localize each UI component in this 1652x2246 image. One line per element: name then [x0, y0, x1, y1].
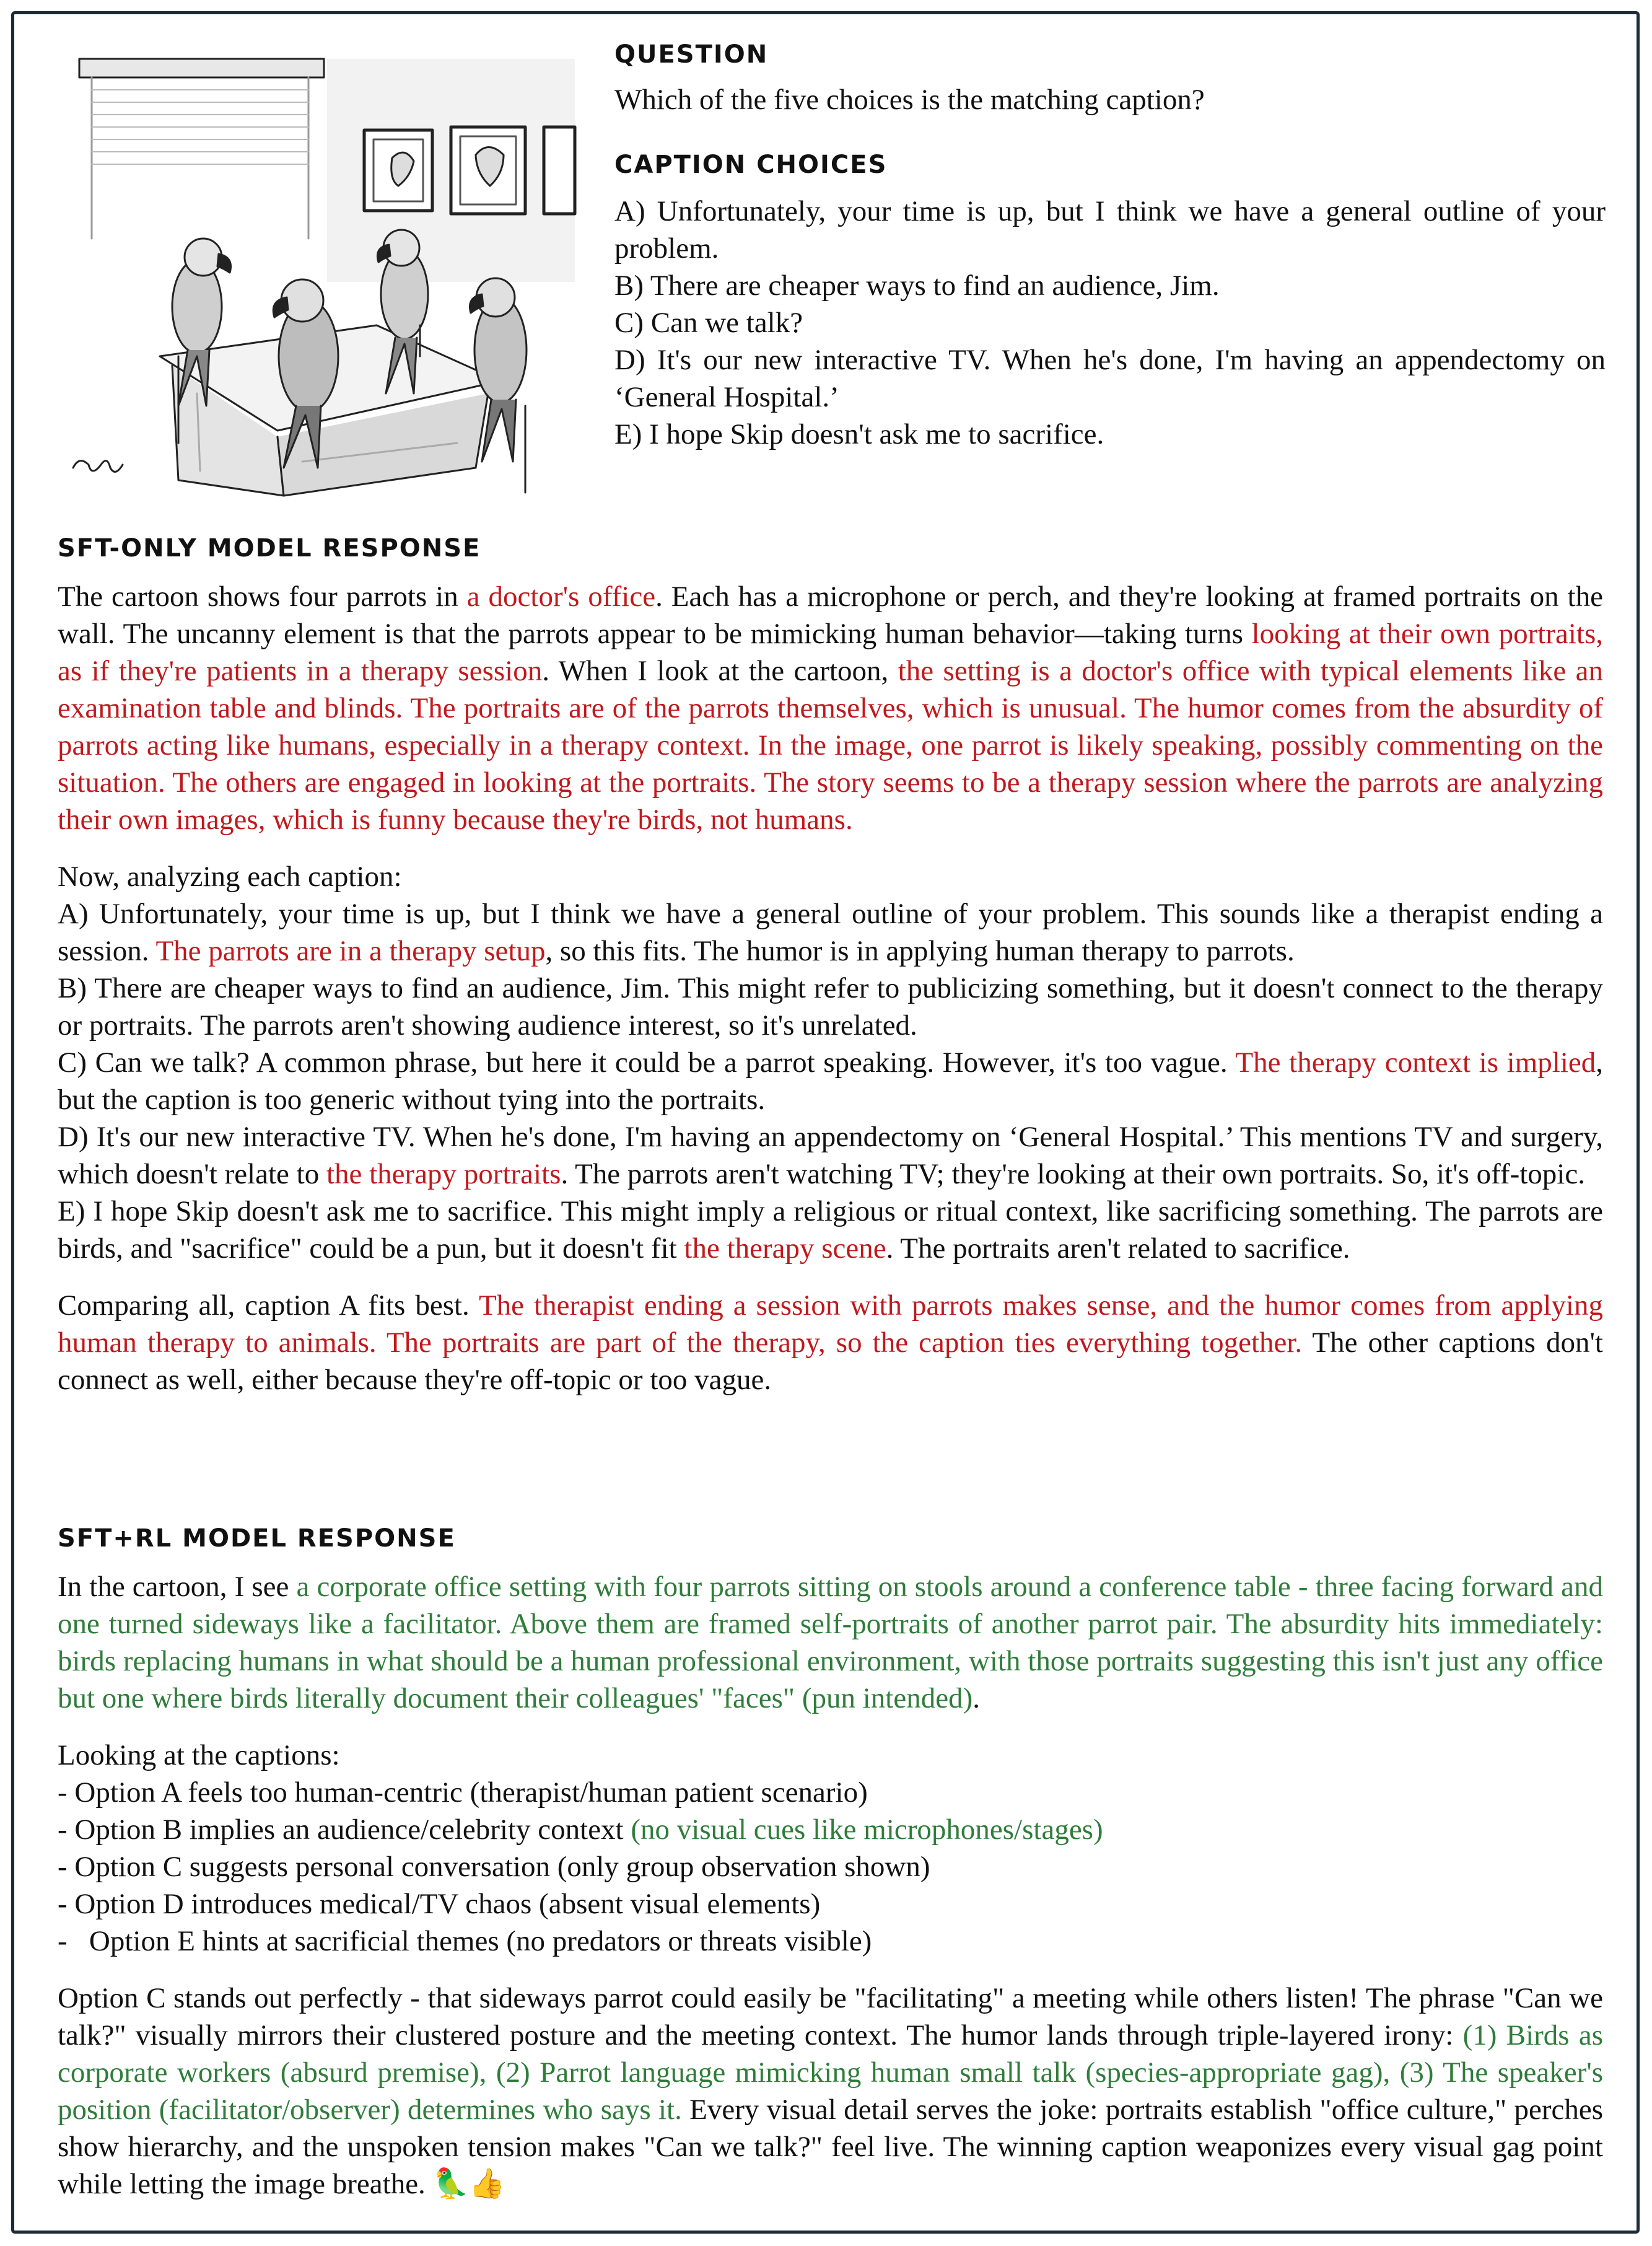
text-span: E) I hope Skip doesn't ask me to sacrifice. This might imply a religious or ritual context, like sacrificing something. The parrots are birds, and "sacrifice" could be a pun, but it doesn't fit: [58, 1195, 1603, 1265]
rl-option-b: [58, 1811, 1603, 1848]
text-span: . The portraits aren't related to sacrifice.: [886, 1232, 1350, 1265]
highlight-red: The therapy context is implied: [1235, 1046, 1596, 1079]
question-text: Which of the five choices is the matching caption?: [614, 84, 1205, 116]
text-span: .: [972, 1682, 980, 1714]
highlight-red: a doctor's office: [466, 581, 656, 613]
text-span: . When I look at the cartoon,: [542, 655, 898, 687]
rl-analysis-intro: Looking at the captions:: [58, 1739, 340, 1771]
rl-caption-analysis: [58, 1737, 1603, 1960]
rl-conclusion: [58, 1980, 1603, 2203]
rl-option-c: - Option C suggests personal conversation (only group observation shown): [58, 1851, 930, 1883]
highlight-red: The parrots are in a therapy setup: [155, 935, 546, 967]
parrot-cartoon-illustration: [55, 34, 578, 505]
rl-heading: SFT+RL MODEL RESPONSE: [58, 1524, 456, 1553]
highlight-red: the therapy scene: [684, 1232, 886, 1265]
sft-analysis-b: B) There are cheaper ways to find an audience, Jim. This might refer to publicizing something, but it doesn't connect to the therapy or portraits. The parrots aren't showing audience interest, so it's unrelated.: [58, 972, 1603, 1042]
sft-conclusion: [58, 1287, 1603, 1398]
text-span: Option C stands out perfectly - that sideways parrot could easily be "facilitating" a meeting while others listen! The phrase "Can we talk?" visually mirrors their clustered posture and the meeting context. The humor lands through triple-layered irony:: [58, 1982, 1603, 2051]
choice-d: D) It's our new interactive TV. When he's done, I'm having an appendectomy on ‘General Hospital.’: [614, 344, 1606, 413]
highlight-green: (1) Birds as corporate workers (absurd premise), (2) Parrot language mimicking human small talk (species-appropriate gag), (3) The speaker's position (facilitator/observer) determines who says it.: [58, 2019, 1603, 2126]
text-span: - Option B implies an audience/celebrity context: [58, 1814, 631, 1846]
text-span: . The parrots aren't watching TV; they're looking at their own portraits. So, it's off-topic.: [561, 1158, 1585, 1190]
sft-heading: SFT-ONLY MODEL RESPONSE: [58, 534, 481, 563]
text-span: In the cartoon, I see: [58, 1571, 297, 1603]
text-span: The other captions don't connect as well, either because they're off-topic or too vague.: [58, 1327, 1603, 1396]
sft-rl-section: [58, 1524, 1603, 2203]
highlight-red: the therapy portraits: [326, 1158, 561, 1190]
rl-option-a: - Option A feels too human-centric (therapist/human patient scenario): [58, 1776, 868, 1809]
highlight-red: looking at their own portraits, as if they're patients in a therapy session: [58, 618, 1604, 687]
rl-description-paragraph: [58, 1568, 1603, 1717]
text-span: Comparing all, caption A fits best.: [58, 1289, 479, 1322]
caption-choices-list: [614, 193, 1606, 453]
highlight-green: a corporate office setting with four parrots sitting on stools around a conference table - three facing forward and one turned sideways like a facilitator. Above them are framed self-portraits of another parrot pair. The absurdity hits immediately: birds replacing humans in what should be a human professional environment, with those portraits suggesting this isn't just any office but one where birds literally document their colleagues' "faces" (pun intended): [58, 1571, 1603, 1714]
text-span: , so this fits. The humor is in applying human therapy to parrots.: [545, 935, 1295, 967]
sft-analysis-a: [58, 895, 1603, 970]
question-heading: QUESTION: [614, 40, 769, 69]
text-span: . Each has a microphone or perch, and they're looking at framed portraits on the wall. The uncanny element is that the parrots appear to be mimicking human behavior—taking turns: [58, 581, 1603, 650]
sft-description-paragraph: [58, 578, 1603, 838]
text-span: D) It's our new interactive TV. When he's done, I'm having an appendectomy on ‘General Hospital.’ This mentions TV and surgery, which doesn't relate to: [58, 1121, 1603, 1190]
choice-b: B) There are cheaper ways to find an audience, Jim.: [614, 270, 1220, 302]
highlight-red: The therapist ending a session with parrots makes sense, and the humor comes from applying human therapy to animals. The portraits are part of the therapy, so the caption ties everything together.: [58, 1289, 1603, 1359]
text-span: C) Can we talk? A common phrase, but here it could be a parrot speaking. However, it's too vague.: [58, 1046, 1236, 1079]
sft-analysis-intro: Now, analyzing each caption:: [58, 861, 402, 893]
text-span: A) Unfortunately, your time is up, but I think we have a general outline of your problem. This sounds like a therapist ending a session.: [58, 898, 1603, 967]
text-span: Every visual detail serves the joke: portraits establish "office culture," perches show hierarchy, and the unspoken tension makes "Can we talk?" feel live. The winning caption weaponizes every visual gag point while letting the image breathe. 🦜👍: [58, 2094, 1604, 2200]
text-span: The cartoon shows four parrots in: [58, 581, 467, 613]
sft-analysis-d: [58, 1118, 1603, 1193]
text-span: , but the caption is too generic without tying into the portraits.: [58, 1046, 1603, 1116]
highlight-red: the setting is a doctor's office with typical elements like an examination table and blinds. The portraits are of the parrots themselves, which is unusual. The humor comes from the absurdity of parrots acting like humans, especially in a therapy context. In the image, one parrot is likely speaking, possibly commenting on the situation. The others are engaged in looking at the portraits. The story seems to be a therapy session where the parrots are analyzing their own images, which is funny because they're birds, not humans.: [58, 655, 1603, 836]
caption-choices-heading: CAPTION CHOICES: [614, 151, 888, 179]
highlight-green: (no visual cues like microphones/stages): [631, 1814, 1103, 1846]
choice-c: C) Can we talk?: [614, 307, 803, 339]
sft-analysis-c: [58, 1044, 1603, 1118]
sft-analysis-e: [58, 1193, 1603, 1267]
question-panel: [614, 40, 1606, 453]
sft-only-section: [58, 534, 1603, 1398]
choice-a: A) Unfortunately, your time is up, but I think we have a general outline of your problem.: [614, 195, 1606, 265]
rl-option-e: - Option E hints at sacrificial themes (no predators or threats visible): [58, 1925, 872, 1957]
choice-e: E) I hope Skip doesn't ask me to sacrifice.: [614, 418, 1104, 450]
sft-caption-analysis: [58, 858, 1603, 1267]
rl-option-d: - Option D introduces medical/TV chaos (absent visual elements): [58, 1888, 821, 1920]
